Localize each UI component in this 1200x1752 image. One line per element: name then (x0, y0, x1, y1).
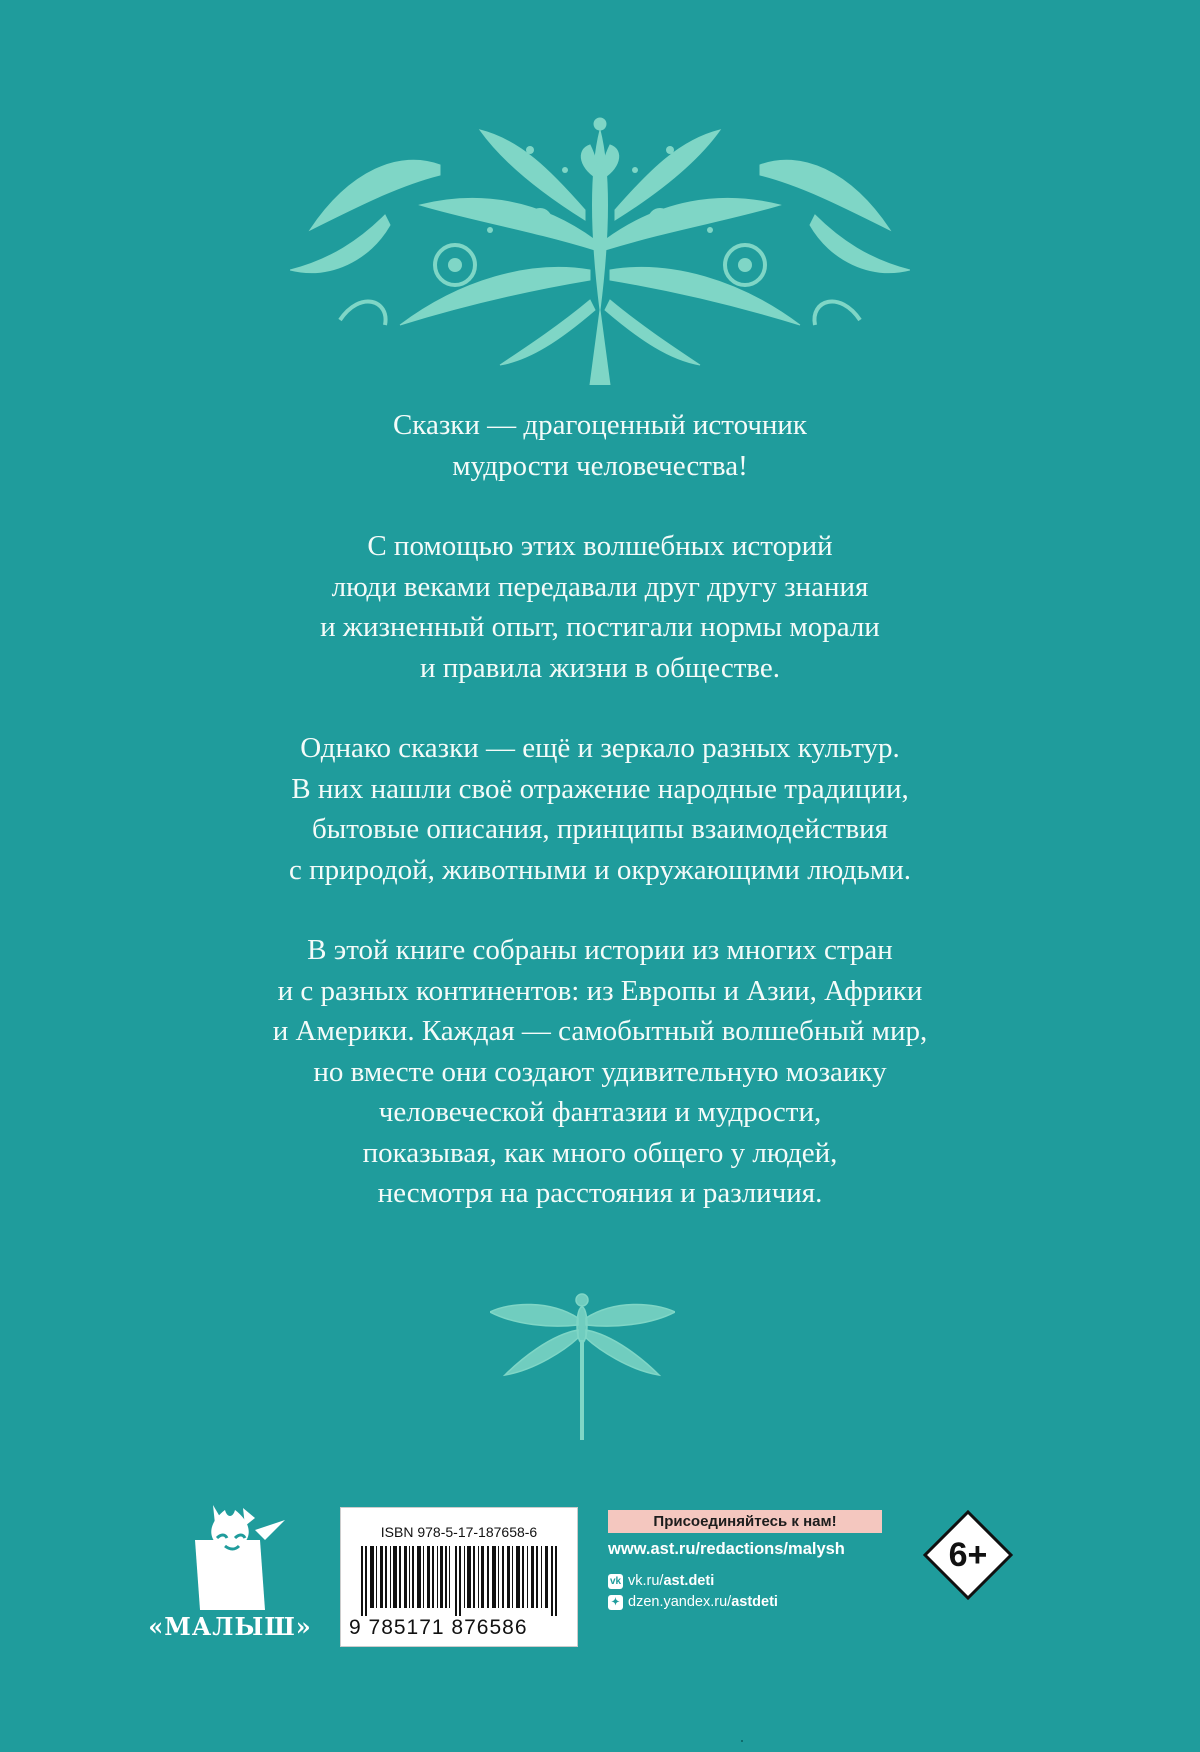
paragraph-3 (180, 728, 1020, 890)
paragraph-2 (180, 526, 1020, 688)
isbn-label: ISBN 978-5-17-187658-6 (380, 1524, 538, 1540)
vk-link[interactable] (608, 1573, 714, 1589)
publisher-name: «МАЛЫШ» (148, 1612, 312, 1641)
text-line: с природой, животными и окружающими людьми. (289, 853, 911, 886)
text-line: мудрости человечества! (452, 449, 748, 482)
text-line: С помощью этих волшебных историй (367, 530, 833, 562)
print-mark (741, 1740, 743, 1742)
join-us-badge: Присоединяйтесь к нам! (608, 1510, 882, 1533)
text-line: несмотря на расстояния и различия. (377, 1177, 823, 1209)
text-line: бытовые описания, принципы взаимодействия (312, 813, 888, 845)
barcode-icon (361, 1546, 557, 1616)
text-line: и с разных континентов: из Европы и Азии, Африки (277, 974, 923, 1007)
vk-handle: ast.deti (663, 1573, 715, 1589)
text-line: Сказки — драгоценный источник (392, 409, 808, 441)
folk-floral-ornament-icon (290, 110, 910, 385)
paragraph-4 (180, 930, 1020, 1214)
text-line: В них нашли своё отражение народные традиции, (291, 772, 909, 805)
text-line: показывая, как много общего у людей, (362, 1136, 838, 1169)
dzen-link[interactable] (608, 1594, 778, 1610)
vk-icon: vk (609, 1575, 622, 1587)
text-line: В этой книге собраны истории из многих стран (307, 934, 893, 966)
publisher-logo (145, 1500, 315, 1650)
website-link[interactable]: www.ast.ru/redactions/malysh (608, 1540, 845, 1558)
description-text (180, 405, 1020, 1254)
text-line: человеческой фантазии и мудрости, (378, 1096, 822, 1128)
text-line: и Америки. Каждая — самобытный волшебный мир, (272, 1015, 928, 1047)
malysh-logo-icon (145, 1500, 315, 1612)
age-rating-badge (923, 1510, 1013, 1600)
dzen-prefix: dzen.yandex.ru/ (628, 1594, 732, 1610)
dzen-handle: astdeti (731, 1594, 778, 1610)
text-line: люди веками передавали друг другу знания (331, 570, 869, 603)
vk-prefix: vk.ru/ (628, 1573, 664, 1589)
dzen-icon: ✦ (608, 1595, 623, 1610)
dragonfly-icon (490, 1290, 675, 1445)
text-line: и правила жизни в обществе. (419, 651, 781, 684)
text-line: и жизненный опыт, постигали нормы морали (320, 611, 880, 643)
isbn-barcode (340, 1507, 578, 1647)
age-rating: 6+ (948, 1536, 988, 1574)
paragraph-1 (180, 405, 1020, 486)
barcode-digits: 9 785171 876586 (349, 1616, 528, 1639)
text-line: Однако сказки — ещё и зеркало разных культур. (300, 732, 900, 764)
text-line: но вместе они создают удивительную мозаику (313, 1055, 887, 1088)
